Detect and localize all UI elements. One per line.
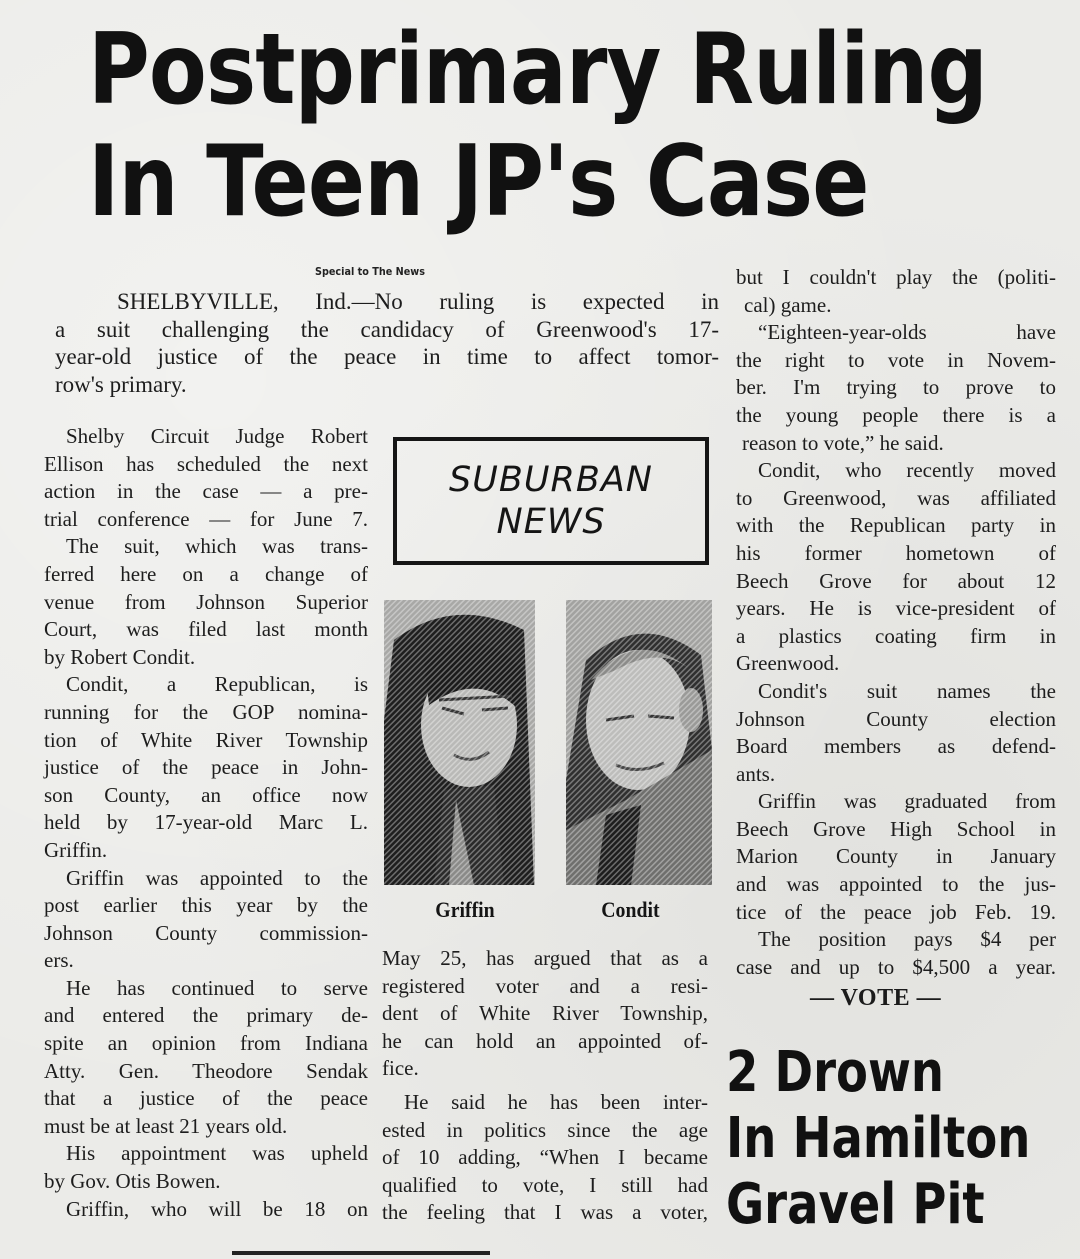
headline-line-1: Postprimary Ruling (88, 13, 987, 127)
body-line: Johnson County election (736, 706, 1056, 731)
next-article-headline (726, 1040, 1030, 1238)
body-line: Greenwood. (736, 651, 840, 676)
body-line: justice of the peace in John- (44, 755, 368, 780)
body-line: Atty. Gen. Theodore Sendak (44, 1058, 368, 1083)
body-line: his former hometown of (736, 540, 1056, 565)
lead-paragraph (55, 288, 719, 398)
body-line: Griffin was appointed to the (66, 865, 368, 890)
body-line: but I couldn't play the (politi- (736, 265, 1056, 289)
byline: Special to The News (315, 266, 425, 278)
lead-line: row's primary. (55, 371, 187, 397)
body-line: the young people there is a (736, 402, 1056, 427)
lead-line: a suit challenging the candidacy of Greenwood's 17- (55, 316, 719, 342)
body-line: His appointment was upheld (66, 1141, 368, 1166)
suburban-news-section-box (393, 437, 709, 565)
headline-line-1: 2 Drown (726, 1040, 944, 1105)
body-line: tice of the peace job Feb. 19. (736, 899, 1056, 924)
body-line: reason to vote,” he said. (742, 430, 944, 455)
article-headline (88, 14, 987, 238)
bottom-divider-rule (232, 1251, 490, 1255)
body-line: The position pays $4 per (758, 927, 1056, 952)
body-line: ferred here on a change of (44, 561, 368, 586)
body-line: “Eighteen-year-olds have (758, 320, 1056, 345)
body-line: a plastics coating firm in (736, 623, 1056, 648)
body-line: Marion County in January (736, 844, 1056, 869)
body-line: that a justice of the peace (44, 1086, 368, 1111)
body-line: held by 17-year-old Marc L. (44, 810, 368, 835)
body-line: ested in politics since the age (382, 1117, 708, 1142)
body-line: by Robert Condit. (44, 644, 196, 669)
vote-separator: — VOTE — (810, 985, 942, 1011)
body-line: May 25, has argued that as a (382, 946, 708, 970)
griffin-portrait-photo (384, 600, 535, 885)
body-line: qualified to vote, I still had (382, 1172, 708, 1197)
body-line: Condit, who recently moved (758, 458, 1056, 483)
body-line: he can hold an appointed of- (382, 1028, 708, 1053)
body-line: ers. (44, 948, 74, 973)
body-line: the right to vote in Novem- (736, 347, 1056, 372)
photo-caption-griffin: Griffin (435, 897, 495, 922)
body-line: spite an opinion from Indiana (44, 1031, 368, 1056)
body-line: and was appointed to the jus- (736, 872, 1056, 897)
body-line: Shelby Circuit Judge Robert (66, 424, 368, 448)
headline-line-2: In Teen JP's Case (88, 125, 869, 239)
body-line: the feeling that I was a voter, (382, 1200, 708, 1225)
body-line: ants. (736, 761, 776, 786)
body-line: running for the GOP nomina- (44, 699, 368, 724)
body-line: and entered the primary de- (44, 1003, 368, 1028)
body-line: action in the case — a pre- (44, 479, 368, 504)
body-line: Johnson County commission- (44, 920, 368, 945)
portrait-icon (566, 600, 712, 885)
body-line: He has continued to serve (66, 975, 368, 1000)
body-line: Board members as defend- (736, 734, 1056, 759)
lead-line: year-old justice of the peace in time to affect tomor- (55, 344, 719, 369)
article-column-3 (736, 264, 1056, 981)
section-label-line-1: SUBURBAN (449, 460, 653, 500)
body-line: son County, an office now (44, 782, 368, 807)
body-line: Court, was filed last month (44, 617, 368, 642)
section-label-line-2: NEWS (496, 502, 606, 542)
body-line: years. He is vice-president of (736, 596, 1056, 621)
body-line: to Greenwood, was affiliated (736, 485, 1056, 510)
headline-line-3: Gravel Pit (726, 1172, 985, 1237)
body-line: Griffin was graduated from (758, 789, 1056, 814)
article-column-2 (382, 945, 708, 1227)
body-line: fice. (382, 1056, 419, 1081)
body-line: of 10 adding, “When I became (382, 1145, 708, 1170)
body-line: registered voter and a resi- (382, 973, 708, 998)
body-line: Beech Grove High School in (736, 816, 1056, 841)
body-line: with the Republican party in (736, 513, 1056, 538)
body-line: Beech Grove for about 12 (736, 568, 1056, 593)
body-line: tion of White River Township (44, 727, 368, 752)
photo-caption-condit: Condit (601, 897, 660, 922)
body-line: by Gov. Otis Bowen. (44, 1169, 221, 1194)
body-line: Condit's suit names the (758, 678, 1056, 703)
body-line: dent of White River Township, (382, 1001, 708, 1026)
body-line: Griffin. (44, 837, 108, 862)
body-line: venue from Johnson Superior (44, 589, 368, 614)
body-line: Griffin, who will be 18 on (66, 1196, 368, 1221)
body-line: trial conference — for June 7. (44, 506, 368, 531)
body-line: He said he has been inter- (404, 1089, 708, 1114)
body-line: Ellison has scheduled the next (44, 451, 368, 476)
body-line: The suit, which was trans- (66, 534, 368, 559)
body-line: Condit, a Republican, is (66, 672, 368, 697)
headline-line-2: In Hamilton (726, 1106, 1031, 1171)
body-line: cal) game. (744, 292, 832, 317)
body-line: ber. I'm trying to prove to (736, 375, 1056, 400)
portrait-icon (384, 600, 535, 885)
article-column-1 (44, 423, 368, 1223)
body-line: case and up to $4,500 a year. (736, 954, 1056, 979)
body-line: must be at least 21 years old. (44, 1113, 288, 1138)
body-line: post earlier this year by the (44, 893, 368, 918)
lead-line: SHELBYVILLE, Ind.—No ruling is expected in (117, 289, 719, 314)
condit-portrait-photo (566, 600, 712, 885)
